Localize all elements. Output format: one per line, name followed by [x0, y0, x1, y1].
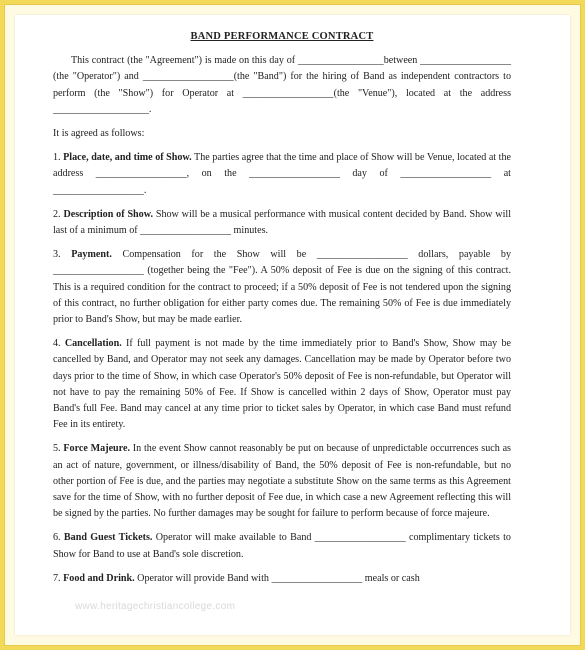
clause-number: 3.	[53, 249, 61, 261]
clause-body: Operator will provide Band with __________________ meals or cash	[134, 572, 420, 584]
document-sheet	[15, 15, 570, 635]
clause-number: 4.	[53, 338, 61, 350]
clause-body: Show will be a musical performance with musical content decided by Band. Show will last of a minimum of __________________ minutes.	[53, 208, 512, 237]
clause-number: 7.	[53, 572, 61, 584]
watermark: www.heritagechristiancollege.com	[75, 601, 236, 612]
clause-force-majeure	[53, 441, 511, 522]
document-content	[53, 29, 511, 595]
clause-body: The parties agree that the time and place of Show will be Venue, located at the address __________________, on the __________________ day of __________________ at __________________.	[53, 152, 511, 196]
clause-heading: Force Majeure.	[63, 443, 130, 455]
clause-description	[53, 207, 511, 239]
clause-number: 5.	[53, 443, 61, 455]
clause-cancellation	[53, 336, 511, 433]
clause-guest-tickets	[53, 530, 511, 562]
clause-payment	[53, 247, 511, 328]
clause-number: 2.	[53, 208, 61, 220]
intro-paragraph: This contract (the "Agreement") is made on this day of _________________between __________________ (the "Operator") and __________________(the "Band") for the hiring of Band as independent contractors to perform (the "Show") for Operator at __________________(the "Venue"), located at the address ___________________.	[53, 55, 511, 115]
clause-heading: Cancellation.	[64, 338, 122, 350]
clause-heading: Band Guest Tickets.	[63, 532, 153, 544]
clause-heading: Place, date, and time of Show.	[63, 152, 192, 164]
clause-body: In the event Show cannot reasonably be put on because of unpredictable occurrences such as an act of nature, government, or illness/disability of Band, the 50% deposit of Fee is non-refundable, but no other portion of Fee is due, and the parties may negotiate a substitute Show on the same terms as this Agreement save for the time of Show, with no further deposit of Fee due, in which case a new Agreement reflecting this will be signed by the parties. No further damages may be sought for failure to perform because of force majeure.	[53, 443, 511, 520]
clause-body: If full payment is not made by the time immediately prior to Band's Show, Show may be cancelled by Band, and Operator may not seek any damages. Cancellation may be made by Operator before two days prior to the time of Show, in which case Operator's 50% deposit of Fee is non-refundable, but Operator will not have to pay the remaining 50% of Fee. If Show is cancelled within 2 days of Show, Operator must pay Band's full Fee. Band may cancel at any time prior to ticket sales by Operator, in which case Band must refund Fee in its entirety.	[53, 338, 511, 431]
clause-place-date-time	[53, 150, 511, 199]
document-title: BAND PERFORMANCE CONTRACT	[190, 31, 374, 42]
clause-heading: Food and Drink.	[63, 572, 135, 584]
clause-body: Compensation for the Show will be __________________ dollars, payable by __________________ (together being the "Fee"). A 50% deposit of Fee is due on the signing of this contract. This is a required condition for the contract to proceed; if a 50% deposit of Fee is not tendered upon the signing of this contract, no further obligation for either party comes due. The remaining 50% of Fee is due immediately prior to Band's Show, but may be made earlier.	[53, 249, 511, 326]
agreed-line: It is agreed as follows:	[53, 128, 145, 140]
clause-number: 1.	[53, 152, 61, 164]
clause-heading: Description of Show.	[63, 208, 153, 220]
page-frame	[4, 4, 581, 646]
clause-heading: Payment.	[71, 249, 112, 261]
clause-number: 6.	[53, 532, 61, 544]
clause-body: Operator will make available to Band __________________ complimentary tickets to Show for Band to use at Band's sole discretion.	[53, 532, 511, 560]
clause-food-drink	[53, 571, 511, 587]
